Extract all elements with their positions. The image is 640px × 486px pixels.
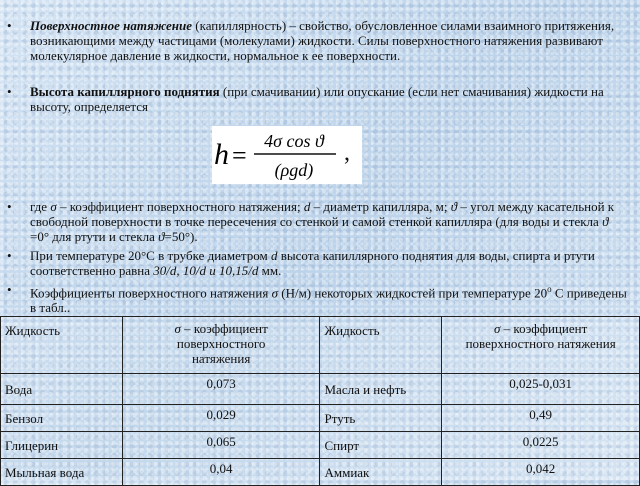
header-liquid: Жидкость	[1, 317, 123, 374]
formula-numerator: 4σ cos ϑ	[264, 131, 324, 151]
table-cell-value: 0,025-0,031	[442, 374, 640, 405]
table-row	[1, 405, 640, 432]
header-coef-line2: поверхностного	[176, 336, 266, 351]
table-cell-value: 0,49	[442, 405, 640, 432]
table-cell-liquid: Аммиак	[320, 459, 442, 486]
table-cell-value: 0,073	[122, 374, 320, 405]
header-liquid-2: Жидкость	[320, 317, 442, 374]
p5-text-b: (Н/м) некоторых жидкостей при температуре 20	[277, 285, 548, 301]
formula-equals: =	[232, 141, 247, 170]
table-cell-value: 0,065	[122, 432, 320, 459]
bullet-2: •	[7, 84, 12, 99]
table-cell-value: 0,0225	[442, 432, 640, 459]
p3-text-b: – коэффициент поверхностного натяжения;	[56, 199, 304, 214]
table-row	[1, 459, 640, 486]
header-coefficient	[122, 317, 320, 374]
table-row	[1, 374, 640, 405]
p4-text-b: высота капиллярного поднятия для воды, спирта и ртути соответственно равна	[30, 248, 595, 278]
d-symbol: d	[271, 248, 278, 263]
formula-trailing-comma: ,	[344, 140, 350, 166]
p5-text-c: С приведены в табл..	[30, 285, 627, 316]
bullet-3: •	[7, 199, 12, 214]
p4-text-a: При температуре 20°С в трубке диаметром	[30, 248, 272, 263]
theta-symbol: ϑ	[158, 229, 165, 244]
table-header-row	[1, 317, 640, 374]
header-coef-line3: натяжения	[191, 351, 251, 366]
sigma-symbol: σ	[271, 285, 278, 301]
table-cell-liquid: Бензол	[1, 405, 123, 432]
table-cell-liquid: Спирт	[320, 432, 442, 459]
header-coefficient-2	[442, 317, 640, 374]
term-surface-tension: Поверхностное натяжение	[30, 18, 192, 33]
d-symbol: d	[303, 199, 311, 214]
table-cell-value: 0,029	[122, 405, 320, 432]
surface-tension-table	[0, 316, 640, 486]
sigma-symbol: σ	[494, 321, 501, 336]
table-cell-value: 0,04	[122, 459, 320, 486]
paragraph-rise-values	[30, 248, 630, 278]
theta-symbol: ϑ	[450, 199, 458, 214]
p4-text-c: мм.	[258, 263, 282, 278]
p2-text: (при смачивании) или опускание (если нет смачивания) жидкости на высоту, определяется	[30, 84, 604, 114]
table-cell-value: 0,042	[442, 459, 640, 486]
p1-text: (капиллярность) – свойство, обусловленное силами взаимного притяжения, возникающими между частицами (молекулами) жидкости. Силы поверхностного натяжения развивают молекулярное давление в жидкости, нормальное к ее поверхности.	[30, 18, 615, 63]
formula-denominator: (ρgd)	[274, 160, 314, 180]
rise-values: 30/d, 10/d и 10,15/d	[153, 263, 259, 278]
bullet-4: •	[7, 248, 12, 263]
theta-symbol: ϑ	[602, 214, 609, 229]
p3-text-e: – угол между касательной к свободной поверхности в точке пересечения со стенкой и самой стенкой капилляра (для воды и стекла	[30, 199, 615, 229]
p3-text-g: =50°).	[164, 229, 198, 244]
sigma-symbol: σ	[174, 321, 181, 336]
p5-text-a: Коэффициенты поверхностного натяжения	[30, 285, 272, 301]
table-cell-liquid: Масла и нефть	[320, 374, 442, 405]
capillary-height-formula	[212, 126, 362, 184]
term-capillary-rise: Высота капиллярного поднятия	[30, 84, 220, 99]
degree-superscript: о	[547, 284, 552, 294]
header-coef2-line2: поверхностного натяжения	[465, 336, 616, 351]
table-cell-liquid: Ртуть	[320, 405, 442, 432]
paragraph-where	[30, 199, 630, 244]
bullet-5: •	[7, 282, 12, 297]
bullet-1: •	[7, 18, 12, 33]
table-cell-liquid: Вода	[1, 374, 123, 405]
table-cell-liquid: Глицерин	[1, 432, 123, 459]
header-coef-line1: – коэффициент	[180, 321, 268, 336]
paragraph-surface-tension	[30, 18, 630, 63]
header-coef2-line1: – коэффициент	[500, 321, 588, 336]
paragraph-coefficients	[30, 282, 630, 315]
paragraph-capillary-rise	[30, 84, 630, 114]
p3-text-c: – диаметр капилляра, м;	[310, 199, 451, 214]
p3-text-f: =0° для ртути и стекла	[30, 229, 159, 244]
p3-text-a: где	[30, 199, 51, 214]
formula-lhs: h	[214, 138, 229, 171]
table-cell-liquid: Мыльная вода	[1, 459, 123, 486]
table-row	[1, 432, 640, 459]
sigma-symbol: σ	[50, 199, 57, 214]
